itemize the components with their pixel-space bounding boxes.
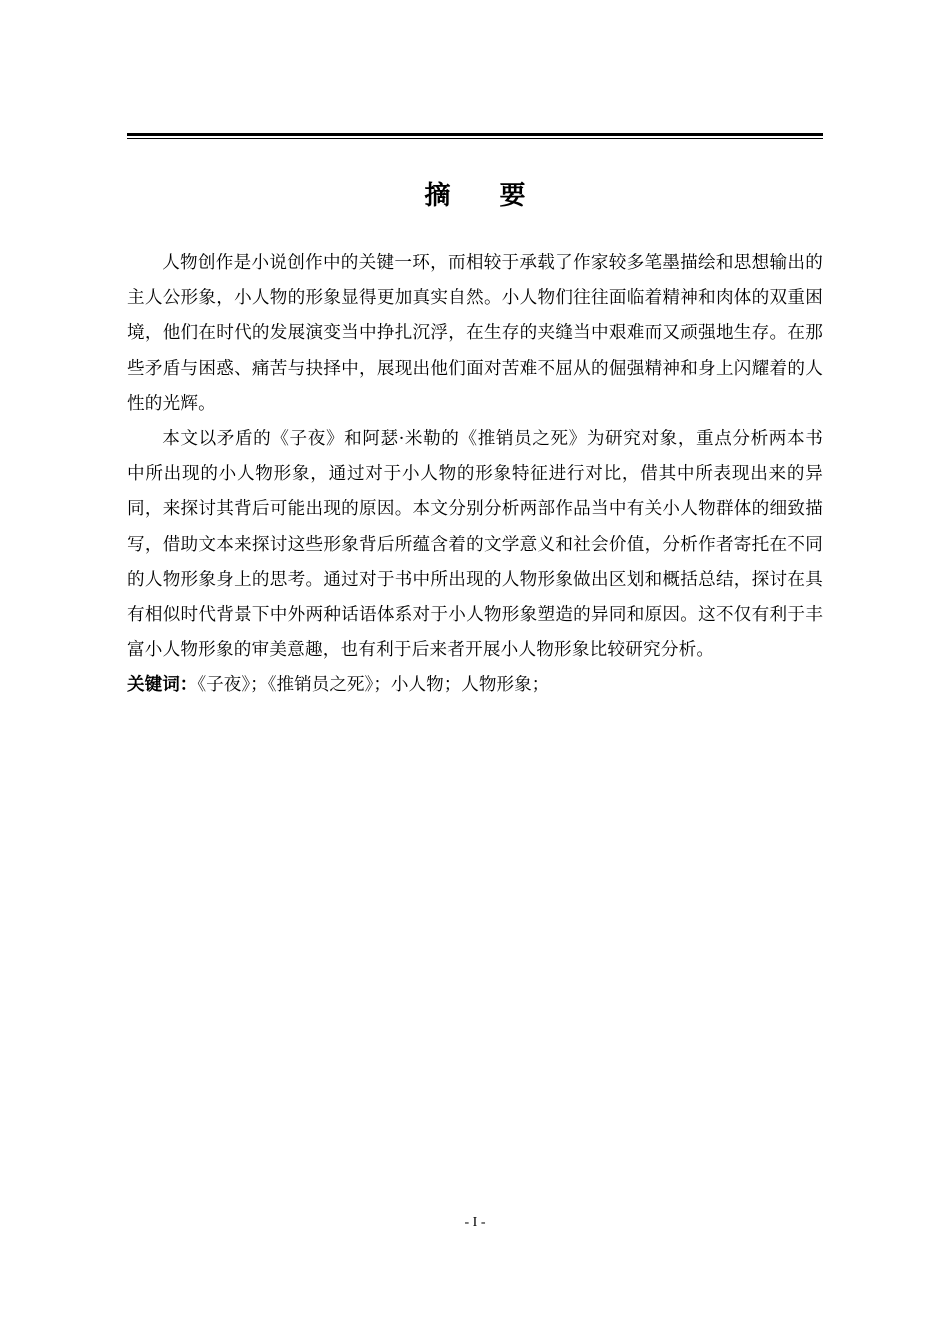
page-number: - I - <box>464 1215 486 1230</box>
keywords-value: 《子夜》；《推销员之死》；小人物；人物形象； <box>197 675 550 696</box>
keywords-line <box>127 668 823 703</box>
abstract-paragraph-2: 本文以矛盾的《子夜》和阿瑟·米勒的《推销员之死》为研究对象，重点分析两本书中所出现的小人物形象，通过对于小人物的形象特征进行对比，借其中所表现出来的异同，来探讨其背后可能出现的原因。本文分别分析两部作品当中有关小人物群体的细致描写，借助文本来探讨这些形象背后所蕴含着的文学意义和社会价值，分析作者寄托在不同的人物形象身上的思考。通过对于书中所出现的人物形象做出区划和概括总结，探讨在具有相似时代背景下中外两种话语体系对于小人物形象塑造的异同和原因。这不仅有利于丰富小人物形象的审美意趣，也有利于后来者开展小人物形象比较研究分析。 <box>127 429 823 661</box>
page-title: 摘 要 <box>424 181 546 211</box>
keywords-label: 关键词： <box>127 675 198 696</box>
header-rule-thick <box>127 133 823 136</box>
abstract-body <box>127 246 823 704</box>
header-rule-thin <box>127 138 823 139</box>
abstract-paragraph-1: 人物创作是小说创作中的关键一环，而相较于承载了作家较多笔墨描绘和思想输出的主人公形象，小人物的形象显得更加真实自然。小人物们往往面临着精神和肉体的双重困境，他们在时代的发展演变当中挣扎沉浮，在生存的夹缝当中艰难而又顽强地生存。在那些矛盾与困惑、痛苦与抉择中，展现出他们面对苦难不屈从的倔强精神和身上闪耀着的人性的光辉。 <box>127 253 823 414</box>
